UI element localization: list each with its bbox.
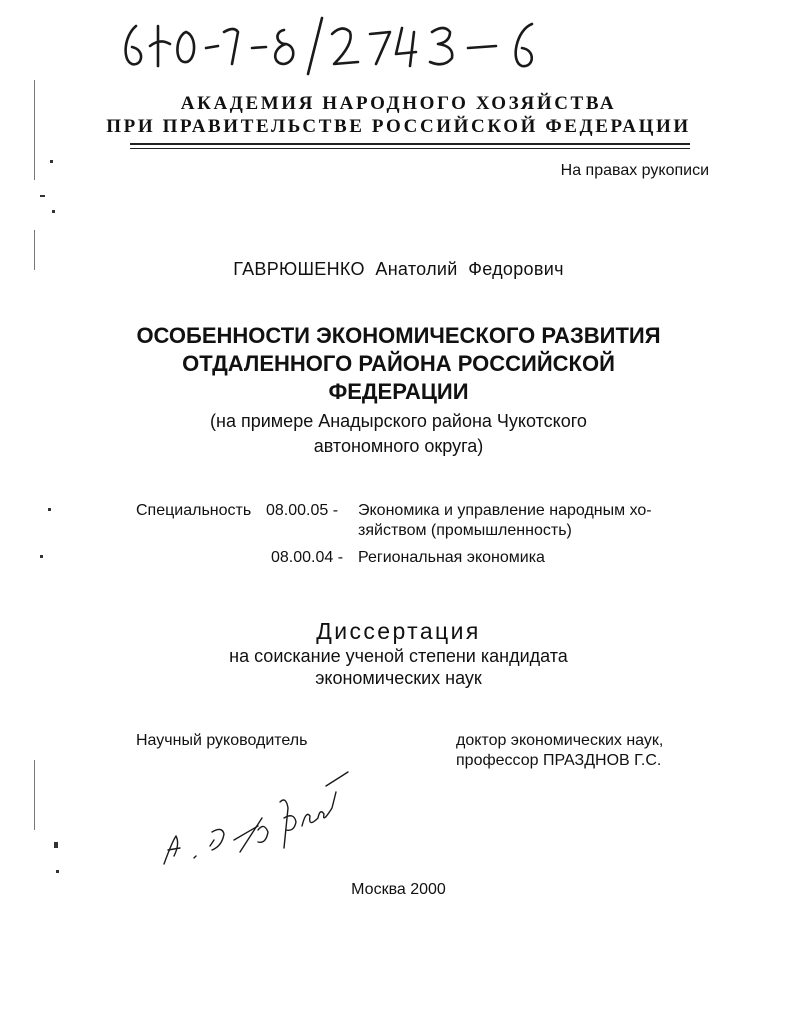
scan-speck (54, 842, 58, 848)
specialty-code: 08.00.04 - (271, 549, 344, 566)
handwritten-shelfmark (118, 14, 578, 76)
supervisor-degree: доктор экономических наук, (456, 732, 664, 749)
header-rule-thin (130, 148, 690, 149)
scan-speck (56, 870, 59, 873)
author-name: ГАВРЮШЕНКО Анатолий Федорович (233, 259, 564, 279)
academy-name-line1: АКАДЕМИЯ НАРОДНОГО ХОЗЯЙСТВА (180, 93, 617, 114)
scan-speck (48, 508, 51, 511)
specialty-name: Региональная экономика (358, 549, 545, 566)
thesis-title-line1: ОСОБЕННОСТИ ЭКОНОМИЧЕСКОГО РАЗВИТИЯ (136, 323, 661, 348)
document-type-heading: Диссертация (316, 618, 481, 644)
scan-edge-line (34, 230, 35, 270)
handwritten-signature (150, 752, 360, 872)
specialty-name-continued: зяйством (промышленность) (358, 522, 572, 539)
specialty-code: 08.00.05 - (266, 502, 339, 519)
thesis-subtitle-line2: автономного округа) (313, 436, 484, 456)
academy-name-line2: ПРИ ПРАВИТЕЛЬСТВЕ РОССИЙСКОЙ ФЕДЕРАЦИИ (106, 116, 691, 137)
thesis-title-line3: ФЕДЕРАЦИИ (328, 379, 469, 404)
supervisor-name: профессор ПРАЗДНОВ Г.С. (456, 752, 662, 769)
thesis-title-line2: ОТДАЛЕННОГО РАЙОНА РОССИЙСКОЙ (182, 351, 615, 376)
thesis-subtitle-line1: (на примере Анадырского района Чукотского (210, 411, 587, 431)
degree-line1: на соискание ученой степени кандидата (229, 646, 568, 666)
scan-speck (40, 555, 43, 558)
scan-speck (50, 160, 53, 163)
specialty-name: Экономика и управление народным хо- (358, 502, 652, 519)
supervisor-label: Научный руководитель (136, 732, 308, 749)
degree-line2: экономических наук (315, 668, 482, 688)
rights-note: На правах рукописи (560, 162, 709, 179)
scan-edge-line (34, 760, 35, 830)
header-rule-thick (130, 143, 690, 145)
scan-speck (40, 195, 45, 197)
scan-edge-line (34, 80, 35, 180)
scan-speck (52, 210, 55, 213)
specialty-label: Специальность (136, 502, 252, 519)
city-year: Москва 2000 (351, 881, 446, 898)
